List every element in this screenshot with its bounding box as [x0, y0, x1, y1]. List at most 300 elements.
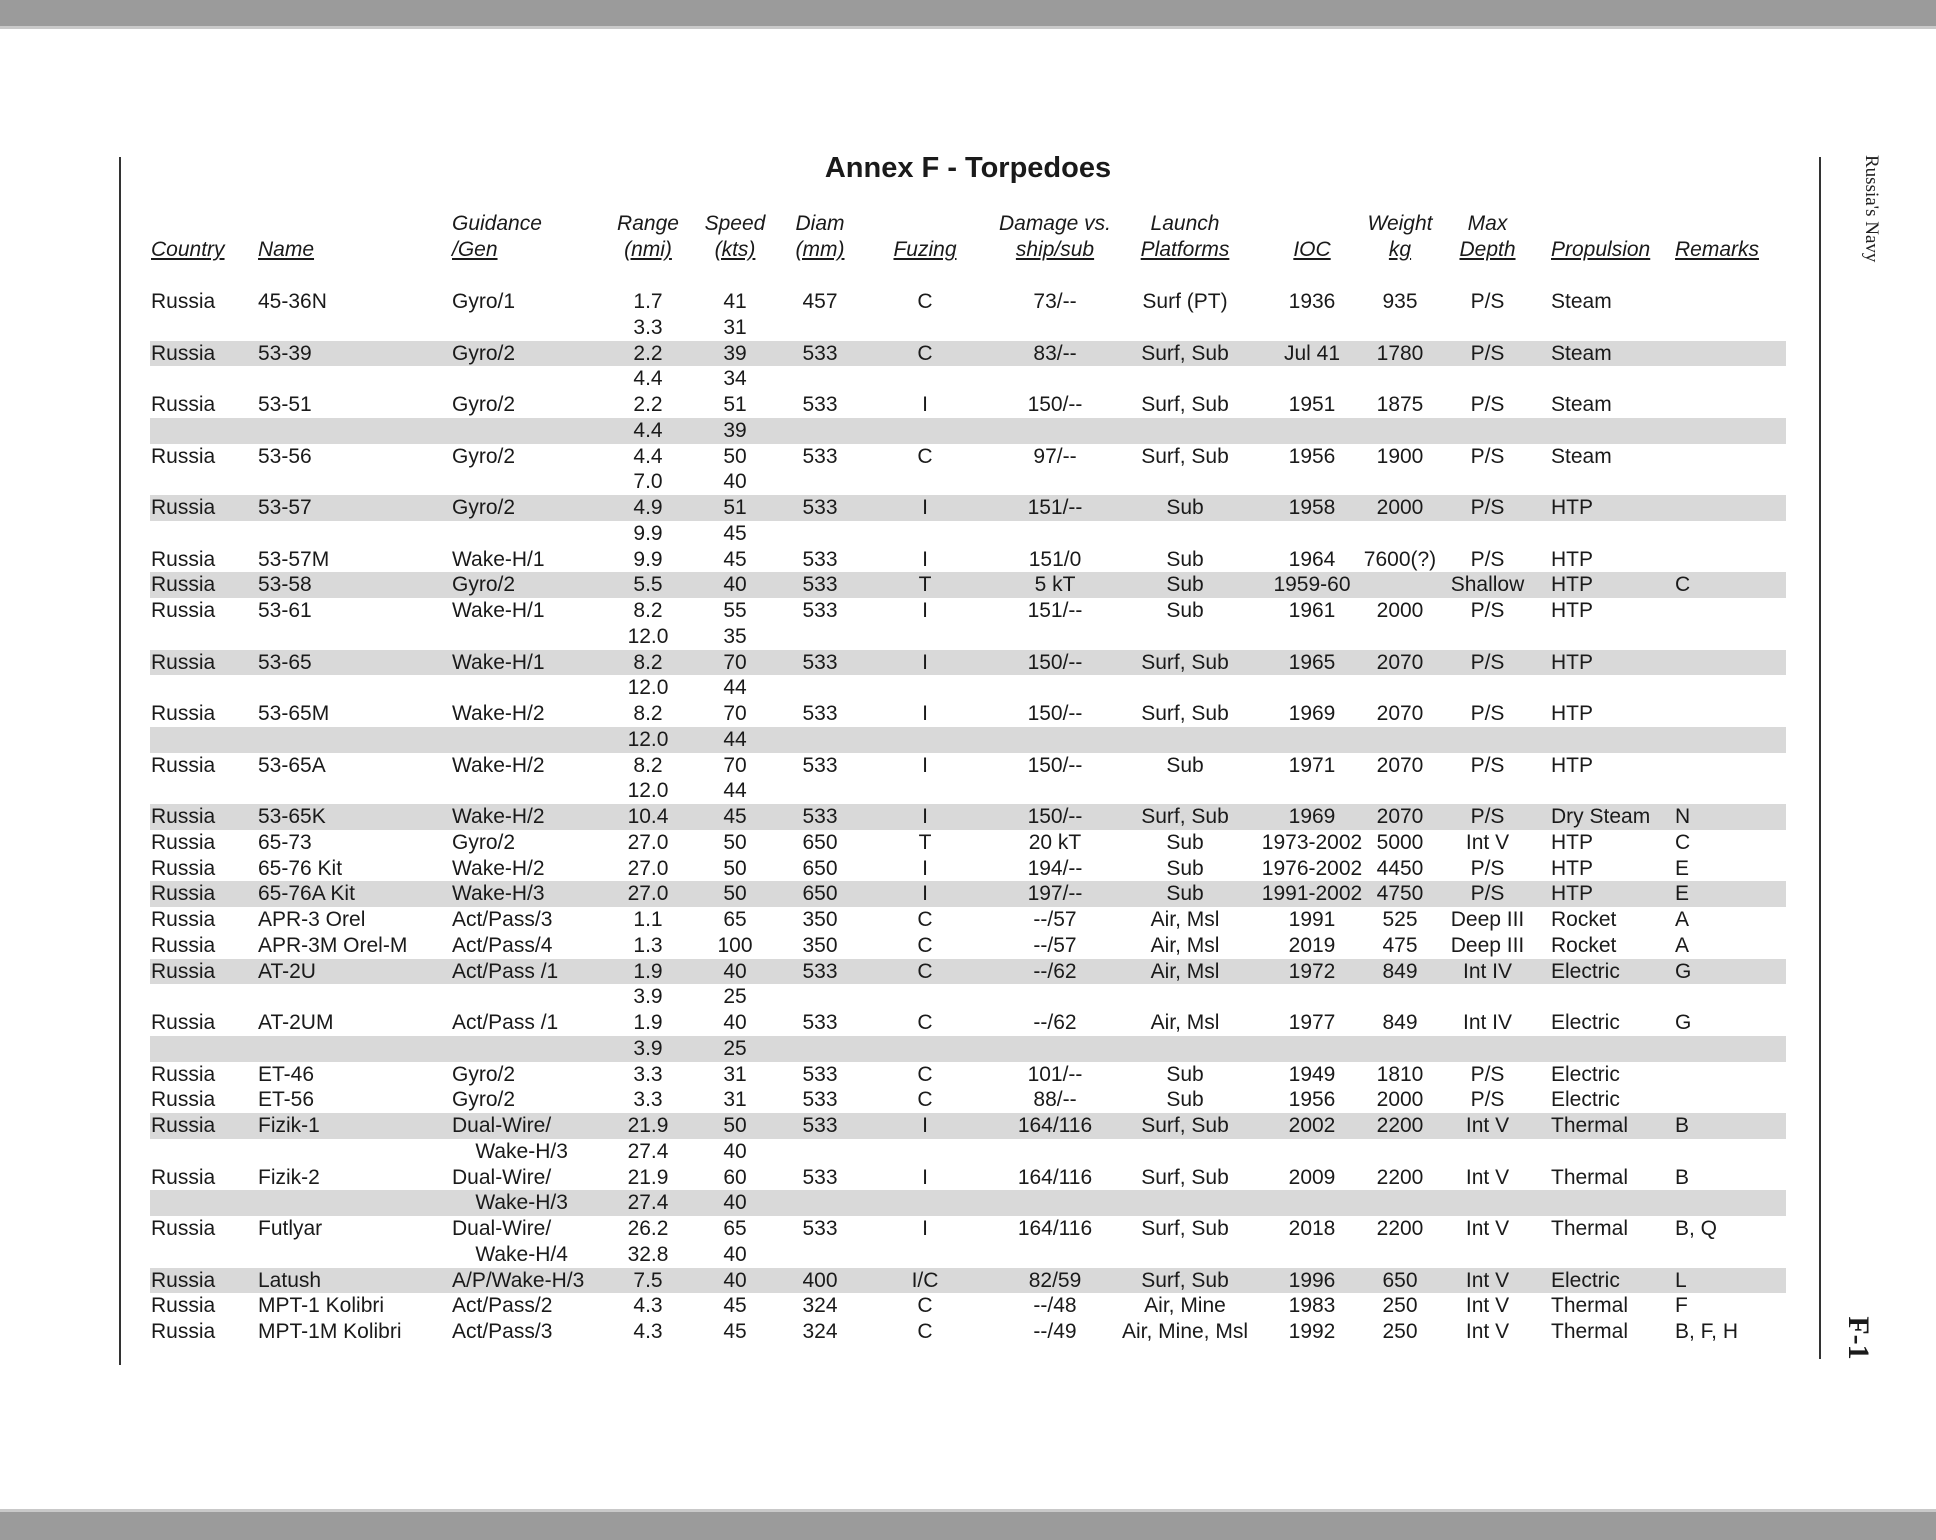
cell-diam: 533	[802, 702, 838, 725]
cell-ioc: 1956	[1288, 444, 1336, 468]
cell-depth: Int V	[1465, 1294, 1510, 1318]
cell-remarks: C	[1675, 830, 1691, 854]
cell-propulsion: HTP	[1551, 753, 1593, 777]
cell-depth: P/S	[1470, 444, 1505, 468]
cell-guidance: Wake-H/4	[452, 1242, 568, 1266]
cell-country: Russia	[151, 547, 216, 571]
cell-guidance: Wake-H/3	[452, 1139, 568, 1163]
cell-damage: 150/--	[1027, 753, 1083, 777]
cell-fuzing: C	[917, 1062, 933, 1086]
cell-speed: 40	[723, 573, 747, 597]
cell-damage: 151/--	[1027, 496, 1083, 519]
cell-range: 27.0	[627, 882, 669, 906]
cell-country: Russia	[151, 933, 216, 957]
cell-country: Russia	[151, 805, 216, 828]
cell-ioc: 1936	[1288, 290, 1336, 313]
cell-damage	[985, 366, 1125, 392]
cell-range: 27.4	[627, 1191, 669, 1215]
cell-propulsion: HTP	[1551, 882, 1593, 906]
cell-range: 2.2	[633, 393, 663, 416]
cell-depth: Deep III	[1450, 908, 1525, 931]
cell-guidance	[452, 624, 602, 650]
cell-fuzing	[875, 984, 975, 1010]
cell-propulsion: HTP	[1551, 856, 1593, 880]
cell-depth	[1440, 521, 1535, 547]
cell-launch	[1120, 1242, 1250, 1268]
cell-damage: 151/0	[1028, 547, 1082, 571]
cell-guidance: Act/Pass/2	[452, 1294, 553, 1318]
cell-speed: 65	[723, 1217, 747, 1240]
cell-range: 1.3	[633, 933, 663, 957]
cell-weight	[1355, 624, 1445, 650]
left-margin-rule	[119, 157, 121, 1365]
cell-fuzing: C	[917, 1294, 933, 1318]
cell-launch: Surf, Sub	[1141, 341, 1229, 365]
cell-country	[151, 418, 251, 444]
cell-guidance: Dual-Wire/	[452, 1165, 552, 1189]
cell-damage	[985, 1139, 1125, 1165]
cell-weight: 2200	[1376, 1217, 1424, 1240]
cell-remarks: L	[1675, 1268, 1687, 1292]
cell-ioc: 2009	[1288, 1165, 1336, 1189]
cell-fuzing	[875, 675, 975, 701]
cell-guidance	[452, 727, 602, 753]
cell-damage	[985, 984, 1125, 1010]
cell-remarks	[1675, 984, 1785, 1010]
cell-weight: 849	[1382, 959, 1418, 983]
cell-country: Russia	[151, 1114, 216, 1137]
table-row	[150, 315, 1786, 341]
cell-fuzing: I	[922, 547, 928, 571]
cell-damage: --/62	[1033, 1011, 1077, 1034]
cell-depth	[1440, 418, 1535, 444]
cell-ioc	[1258, 1190, 1366, 1216]
cell-guidance	[452, 675, 602, 701]
cell-guidance	[452, 469, 602, 495]
cell-remarks: A	[1675, 933, 1690, 957]
cell-guidance	[452, 315, 602, 341]
cell-launch	[1120, 418, 1250, 444]
cell-country	[151, 624, 251, 650]
cell-remarks: C	[1675, 573, 1691, 597]
cell-damage: 82/59	[1028, 1268, 1082, 1292]
cell-country	[151, 366, 251, 392]
cell-depth: Deep III	[1450, 933, 1525, 957]
cell-country: Russia	[151, 341, 216, 365]
cell-speed: 44	[723, 676, 747, 700]
cell-launch: Surf (PT)	[1142, 290, 1228, 313]
cell-ioc: 1977	[1288, 1011, 1336, 1034]
cell-propulsion: Thermal	[1551, 1294, 1629, 1318]
cell-speed: 45	[723, 521, 747, 545]
cell-range: 3.9	[633, 985, 663, 1009]
cell-depth: Int IV	[1462, 1011, 1513, 1034]
table-row	[150, 572, 1786, 598]
cell-ioc: 1996	[1288, 1268, 1336, 1292]
cell-ioc: 1958	[1288, 496, 1336, 519]
cell-name	[258, 1242, 448, 1268]
cell-range: 12.0	[627, 624, 669, 648]
cell-weight: 1900	[1376, 444, 1424, 468]
cell-launch	[1120, 469, 1250, 495]
cell-ioc	[1258, 418, 1366, 444]
cell-depth: P/S	[1470, 650, 1505, 674]
cell-weight	[1355, 315, 1445, 341]
table-row	[150, 675, 1786, 701]
cell-launch: Surf, Sub	[1141, 444, 1229, 468]
cell-ioc: 1964	[1288, 547, 1336, 571]
cell-country: Russia	[151, 1011, 216, 1034]
cell-fuzing	[875, 727, 975, 753]
cell-name	[258, 727, 448, 753]
cell-launch	[1120, 1139, 1250, 1165]
cell-name	[258, 675, 448, 701]
cell-remarks: N	[1675, 805, 1691, 828]
cell-ioc: Jul 41	[1283, 341, 1341, 365]
cell-launch: Surf, Sub	[1141, 393, 1229, 416]
table-row	[150, 984, 1786, 1010]
cell-remarks	[1675, 547, 1785, 573]
cell-fuzing	[875, 418, 975, 444]
cell-range: 9.9	[633, 521, 663, 545]
header-country: Country	[151, 238, 225, 261]
cell-fuzing: C	[917, 444, 933, 468]
cell-remarks	[1675, 315, 1785, 341]
cell-diam: 533	[802, 496, 838, 519]
table-row	[150, 366, 1786, 392]
cell-propulsion: Electric	[1551, 959, 1620, 983]
table-row	[150, 1139, 1786, 1165]
cell-damage: 151/--	[1027, 599, 1083, 622]
cell-weight: 2070	[1376, 805, 1424, 828]
cell-speed: 45	[723, 1294, 747, 1318]
cell-fuzing: C	[917, 959, 933, 983]
cell-name: AT-2UM	[258, 1011, 334, 1034]
cell-range: 12.0	[627, 779, 669, 803]
cell-remarks	[1675, 650, 1785, 676]
cell-launch	[1120, 727, 1250, 753]
cell-damage: --/57	[1033, 933, 1077, 957]
cell-guidance: Wake-H/3	[452, 1191, 568, 1215]
cell-speed: 100	[717, 933, 753, 957]
cell-name	[258, 778, 448, 804]
cell-diam	[775, 675, 865, 701]
cell-speed: 45	[723, 805, 747, 828]
table-row	[150, 1113, 1786, 1139]
cell-speed: 65	[723, 908, 747, 931]
cell-name: 53-65	[258, 650, 312, 674]
cell-range: 12.0	[627, 727, 669, 751]
cell-propulsion: HTP	[1551, 702, 1593, 725]
header-ioc: IOC	[1293, 238, 1331, 261]
cell-damage: 73/--	[1033, 290, 1077, 313]
table-row	[150, 701, 1786, 727]
top-gray-bar	[0, 0, 1936, 26]
cell-country	[151, 1139, 251, 1165]
side-running-title: Russia's Navy	[1861, 155, 1882, 263]
table-row	[150, 495, 1786, 521]
cell-launch: Air, Msl	[1150, 959, 1220, 983]
cell-propulsion: Thermal	[1551, 1320, 1629, 1343]
cell-speed: 40	[723, 1139, 747, 1163]
table-row	[150, 753, 1786, 779]
cell-remarks	[1675, 469, 1785, 495]
cell-damage	[985, 778, 1125, 804]
cell-propulsion	[1551, 727, 1676, 753]
cell-speed: 31	[723, 1062, 747, 1086]
table-row	[150, 469, 1786, 495]
cell-country: Russia	[151, 1320, 216, 1343]
cell-propulsion: Thermal	[1551, 1165, 1629, 1189]
cell-propulsion: Rocket	[1551, 933, 1617, 957]
cell-country: Russia	[151, 1268, 216, 1292]
cell-name	[258, 315, 448, 341]
cell-damage: --/62	[1033, 959, 1077, 983]
cell-weight: 5000	[1376, 830, 1424, 854]
cell-range: 4.4	[633, 444, 663, 468]
cell-propulsion: Steam	[1551, 444, 1612, 468]
cell-fuzing	[875, 1139, 975, 1165]
cell-propulsion: HTP	[1551, 650, 1593, 674]
cell-name: AT-2U	[258, 959, 316, 983]
table-row	[150, 650, 1786, 676]
cell-remarks	[1675, 289, 1785, 315]
cell-ioc	[1258, 521, 1366, 547]
cell-diam: 533	[802, 341, 838, 365]
cell-fuzing: I	[922, 753, 928, 777]
cell-name	[258, 418, 448, 444]
cell-propulsion: Dry Steam	[1551, 805, 1651, 828]
cell-propulsion	[1551, 778, 1676, 804]
cell-diam	[775, 521, 865, 547]
cell-country: Russia	[151, 702, 216, 725]
cell-guidance: Wake-H/3	[452, 882, 545, 906]
cell-weight	[1355, 984, 1445, 1010]
cell-launch	[1120, 984, 1250, 1010]
cell-diam: 324	[802, 1320, 838, 1343]
cell-name: 53-57M	[258, 547, 330, 571]
cell-ioc: 1959-60	[1273, 573, 1351, 597]
cell-name: Futlyar	[258, 1217, 323, 1240]
cell-speed: 34	[723, 367, 747, 391]
cell-fuzing: I	[922, 805, 928, 828]
cell-depth: P/S	[1470, 856, 1505, 880]
table-row	[150, 959, 1786, 985]
cell-damage: 88/--	[1033, 1088, 1077, 1112]
cell-damage	[985, 1242, 1125, 1268]
cell-propulsion	[1551, 675, 1676, 701]
cell-guidance: Gyro/2	[452, 496, 516, 519]
cell-launch: Surf, Sub	[1141, 650, 1229, 674]
cell-country: Russia	[151, 753, 216, 777]
cell-name: APR-3M Orel-M	[258, 933, 408, 957]
cell-remarks	[1675, 521, 1785, 547]
cell-diam	[775, 624, 865, 650]
cell-range: 10.4	[627, 805, 669, 828]
cell-name: 53-51	[258, 393, 312, 416]
cell-speed: 70	[723, 650, 747, 674]
header-weight: Weight kg	[1367, 212, 1433, 261]
cell-remarks	[1675, 1242, 1785, 1268]
cell-country: Russia	[151, 830, 216, 854]
cell-name: APR-3 Orel	[258, 908, 366, 931]
cell-range: 8.2	[633, 753, 663, 777]
cell-remarks: B, F, H	[1675, 1320, 1739, 1343]
cell-name: 53-56	[258, 444, 312, 468]
cell-propulsion	[1551, 366, 1676, 392]
cell-guidance: Act/Pass/4	[452, 933, 553, 957]
cell-country: Russia	[151, 1217, 216, 1240]
cell-remarks: G	[1675, 1011, 1692, 1034]
cell-range: 4.4	[633, 418, 663, 442]
cell-launch: Sub	[1166, 1062, 1204, 1086]
cell-speed: 40	[723, 1242, 747, 1266]
cell-speed: 44	[723, 779, 747, 803]
cell-speed: 41	[723, 290, 747, 313]
cell-launch	[1120, 675, 1250, 701]
cell-remarks	[1675, 598, 1785, 624]
cell-speed: 39	[723, 418, 747, 442]
cell-name: 45-36N	[258, 290, 327, 313]
cell-diam	[775, 727, 865, 753]
cell-weight: 2070	[1376, 650, 1424, 674]
cell-propulsion	[1551, 418, 1676, 444]
cell-range: 1.9	[633, 1011, 663, 1034]
cell-remarks	[1675, 1087, 1785, 1113]
cell-country: Russia	[151, 599, 216, 622]
cell-propulsion: HTP	[1551, 547, 1593, 571]
cell-range: 3.3	[633, 1088, 663, 1112]
cell-guidance: Wake-H/1	[452, 547, 545, 571]
cell-speed: 35	[723, 624, 747, 648]
cell-speed: 45	[723, 547, 747, 571]
cell-country: Russia	[151, 496, 216, 519]
table-row	[150, 1319, 1786, 1345]
cell-remarks	[1675, 727, 1785, 753]
cell-country: Russia	[151, 959, 216, 983]
cell-depth: Int IV	[1462, 959, 1513, 983]
cell-damage	[985, 315, 1125, 341]
cell-launch: Surf, Sub	[1141, 1165, 1229, 1189]
cell-guidance: Wake-H/2	[452, 753, 545, 777]
cell-propulsion: Electric	[1551, 1062, 1620, 1086]
table-row	[150, 624, 1786, 650]
cell-guidance	[452, 778, 602, 804]
cell-depth: P/S	[1470, 1062, 1505, 1086]
cell-damage	[985, 1036, 1125, 1062]
cell-weight	[1355, 1242, 1445, 1268]
cell-fuzing: C	[917, 933, 933, 957]
page-title: Annex F - Torpedoes	[824, 152, 1112, 184]
cell-ioc: 1961	[1288, 599, 1336, 622]
table-row	[150, 1036, 1786, 1062]
cell-launch	[1120, 366, 1250, 392]
cell-range: 4.9	[633, 496, 663, 519]
cell-speed: 50	[723, 1114, 747, 1137]
top-bar-edge	[0, 26, 1936, 29]
header-fuzing: Fuzing	[893, 238, 957, 261]
cell-fuzing: I	[922, 496, 928, 519]
cell-speed: 70	[723, 753, 747, 777]
cell-guidance: Wake-H/2	[452, 805, 545, 828]
cell-weight: 1875	[1376, 393, 1424, 416]
cell-remarks: A	[1675, 908, 1690, 931]
cell-speed: 31	[723, 1088, 747, 1112]
cell-country	[151, 675, 251, 701]
cell-range: 7.5	[633, 1268, 663, 1292]
cell-depth: P/S	[1470, 599, 1505, 622]
cell-launch: Surf, Sub	[1141, 805, 1229, 828]
cell-fuzing	[875, 315, 975, 341]
cell-diam: 400	[802, 1268, 838, 1292]
table-row	[150, 830, 1786, 856]
cell-fuzing	[875, 469, 975, 495]
cell-launch: Sub	[1166, 547, 1204, 571]
cell-ioc: 1992	[1288, 1320, 1336, 1343]
cell-speed: 50	[723, 882, 747, 906]
cell-country	[151, 1242, 251, 1268]
cell-diam: 533	[802, 1114, 838, 1137]
table-row	[150, 1087, 1786, 1113]
cell-fuzing: I	[922, 882, 928, 906]
cell-name: 65-76A Kit	[258, 882, 355, 906]
table-row	[150, 804, 1786, 830]
cell-depth: P/S	[1470, 702, 1505, 725]
cell-name	[258, 624, 448, 650]
table-row	[150, 727, 1786, 753]
table-row	[150, 907, 1786, 933]
cell-range: 1.9	[633, 959, 663, 983]
cell-remarks: E	[1675, 856, 1690, 880]
cell-launch: Air, Mine	[1144, 1294, 1226, 1318]
cell-launch: Sub	[1166, 496, 1204, 519]
cell-damage: 150/--	[1027, 702, 1083, 725]
cell-speed: 31	[723, 315, 747, 339]
cell-diam	[775, 418, 865, 444]
header-damage: Damage vs. ship/sub	[998, 212, 1112, 261]
cell-remarks: B, Q	[1675, 1217, 1718, 1240]
cell-damage: 97/--	[1033, 444, 1077, 468]
cell-name: ET-46	[258, 1062, 315, 1086]
cell-ioc: 1983	[1288, 1294, 1336, 1318]
cell-ioc	[1258, 727, 1366, 753]
cell-name: MPT-1 Kolibri	[258, 1294, 385, 1318]
cell-damage: 164/116	[1017, 1217, 1093, 1240]
cell-launch: Air, Mine, Msl	[1121, 1320, 1249, 1343]
cell-speed: 45	[723, 1320, 747, 1343]
cell-speed: 40	[723, 959, 747, 983]
cell-depth	[1440, 469, 1535, 495]
cell-name	[258, 984, 448, 1010]
cell-depth: Int V	[1465, 1165, 1510, 1189]
cell-depth	[1440, 315, 1535, 341]
table-row	[150, 418, 1786, 444]
cell-remarks	[1675, 366, 1785, 392]
cell-launch: Sub	[1166, 856, 1204, 880]
cell-diam: 457	[802, 290, 838, 313]
cell-depth: P/S	[1470, 753, 1505, 777]
table-row	[150, 341, 1786, 367]
cell-name: MPT-1M Kolibri	[258, 1320, 402, 1343]
cell-remarks	[1675, 444, 1785, 470]
cell-fuzing	[875, 521, 975, 547]
cell-remarks: B	[1675, 1114, 1690, 1137]
cell-name: ET-56	[258, 1088, 315, 1112]
cell-weight	[1355, 572, 1445, 598]
cell-remarks: B	[1675, 1165, 1690, 1189]
cell-diam: 533	[802, 393, 838, 416]
cell-propulsion: HTP	[1551, 573, 1593, 597]
